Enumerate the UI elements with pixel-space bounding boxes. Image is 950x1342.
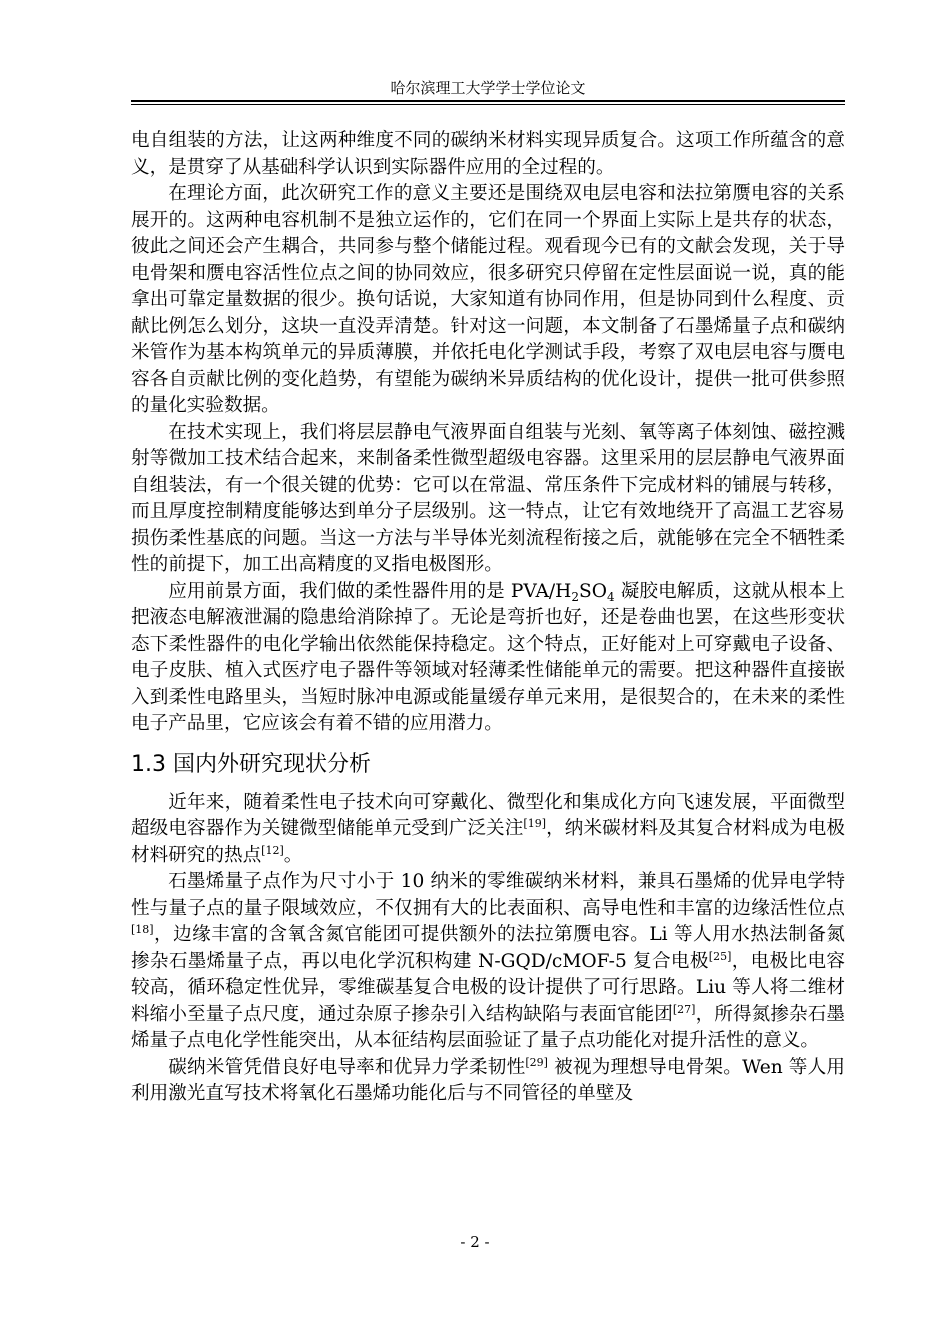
text-run: 应用前景方面，我们做的柔性器件用的是 PVA/H <box>168 580 572 602</box>
paragraph-cnt <box>131 1055 845 1108</box>
text-run: 凝胶电解质，这就从根本上把液态电解液泄漏的隐患给消除掉了。无论是弯折也好，还是卷曲也罢，在这些形变状态下柔性器件的电化学输出依然能保持稳定。这个特点，正好能对上可穿戴电子设备、电子皮肤、植入式医疗电子器件等领域对轻薄柔性储能单元的需要。把这种器件直接嵌入到柔性电路里头，当短时脉冲电源或能量缓存单元来用，是很契合的，在未来的柔性电子产品里，它应该会有着不错的应用潜力。 <box>131 580 845 734</box>
page-number: - 2 - <box>460 1233 490 1251</box>
citation: [29] <box>525 1055 548 1069</box>
section-heading: 1.3 国内外研究现状分析 <box>131 751 371 777</box>
text-run: 近年来，随着柔性电子技术向可穿戴化、微型化和集成化方向飞速发展，平面微型超级电容器作为关键微型储能单元受到广泛关注 <box>131 791 845 839</box>
text-run: 。 <box>283 844 303 866</box>
text-run: 碳纳米管凭借良好电导率和优异力学柔韧性 <box>168 1056 526 1078</box>
subscript: 2 <box>571 589 580 604</box>
text-run: ，电极比电容较高，循环稳定性优异，零维碳基复合电极的设计提供了可行思路。Liu 等人将二维材料缩小至量子点尺度，通过杂原子掺杂引入结构缺陷与表面官能团 <box>131 950 845 1025</box>
paragraph-gqd <box>131 869 845 1055</box>
text-run: ，所得氮掺杂石墨烯量子点电化学性能突出，从本征结构层面验证了量子点功能化对提升活性的意义。 <box>131 1003 845 1051</box>
citation: [27] <box>672 1002 696 1016</box>
citation: [19] <box>523 817 546 830</box>
paragraph-application <box>131 579 845 738</box>
header-rule-thick <box>131 100 845 102</box>
paragraph-theory: 在理论方面，此次研究工作的意义主要还是围绕双电层电容和法拉第赝电容的关系展开的。这两种电容机制不是独立运作的，它们在同一个界面上实际上是共存的状态，彼此之间还会产生耦合，共同参与整个储能过程。观看现今已有的文献会发现，关于导电骨架和赝电容活性位点之间的协同效应，很多研究只停留在定性层面说一说，真的能拿出可靠定量数据的很少。换句话说，大家知道有协同作用，但是协同到什么程度、贡献比例怎么划分，这块一直没弄清楚。针对这一问题，本文制备了石墨烯量子点和碳纳米管作为基本构筑单元的异质薄膜，并依托电化学测试手段，考察了双电层电容与赝电容各自贡献比例的变化趋势，有望能为碳纳米异质结构的优化设计，提供一批可供参照的量化实验数据。 <box>131 183 845 416</box>
text-run: SO <box>579 580 608 602</box>
text-run: ，边缘丰富的含氧含氮官能团可提供额外的法拉第赝电容。Li 等人用水热法制备氮掺杂石墨烯量子点，再以电化学沉积构建 N-GQD/cMOF-5 复合电极 <box>131 924 845 972</box>
citation: [12] <box>261 843 284 857</box>
subscript: 4 <box>607 589 615 604</box>
text-run: 被视为理想导电骨架。Wen 等人用利用激光直写技术将氧化石墨烯功能化后与不同管径的单壁及 <box>131 1056 845 1104</box>
paragraph-status <box>131 790 845 870</box>
paragraph-continued: 电自组装的方法，让这两种维度不同的碳纳米材料实现异质复合。这项工作所蕴含的意义，是贯穿了从基础科学认识到实际器件应用的全过程的。 <box>131 130 845 178</box>
page-body <box>131 128 845 1108</box>
text-run: ，纳米碳材料及其复合材料成为电极材料研究的热点 <box>131 818 845 866</box>
citation: [25] <box>708 949 732 963</box>
citation: [18] <box>131 923 154 936</box>
running-header: 哈尔滨理工大学学士学位论文 <box>390 79 586 97</box>
text-run: 石墨烯量子点作为尺寸小于 10 纳米的零维碳纳米材料，兼具石墨烯的优异电学特性与量子点的量子限域效应，不仅拥有大的比表面积、高导电性和丰富的边缘活性位点 <box>131 871 845 919</box>
header-rule-thin <box>131 104 845 105</box>
paragraph-technique: 在技术实现上，我们将层层静电气液界面自组装与光刻、氧等离子体刻蚀、磁控溅射等微加工技术结合起来，来制备柔性微型超级电容器。这里采用的层层静电气液界面自组装法，有一个很关键的优势：它可以在常温、常压条件下完成材料的铺展与转移，而且厚度控制精度能够达到单分子层级别。这一特点，让它有效地绕开了高温工艺容易损伤柔性基底的问题。当这一方法与半导体光刻流程衔接之后，就能够在完全不牺牲柔性的前提下，加工出高精度的叉指电极图形。 <box>131 421 845 575</box>
